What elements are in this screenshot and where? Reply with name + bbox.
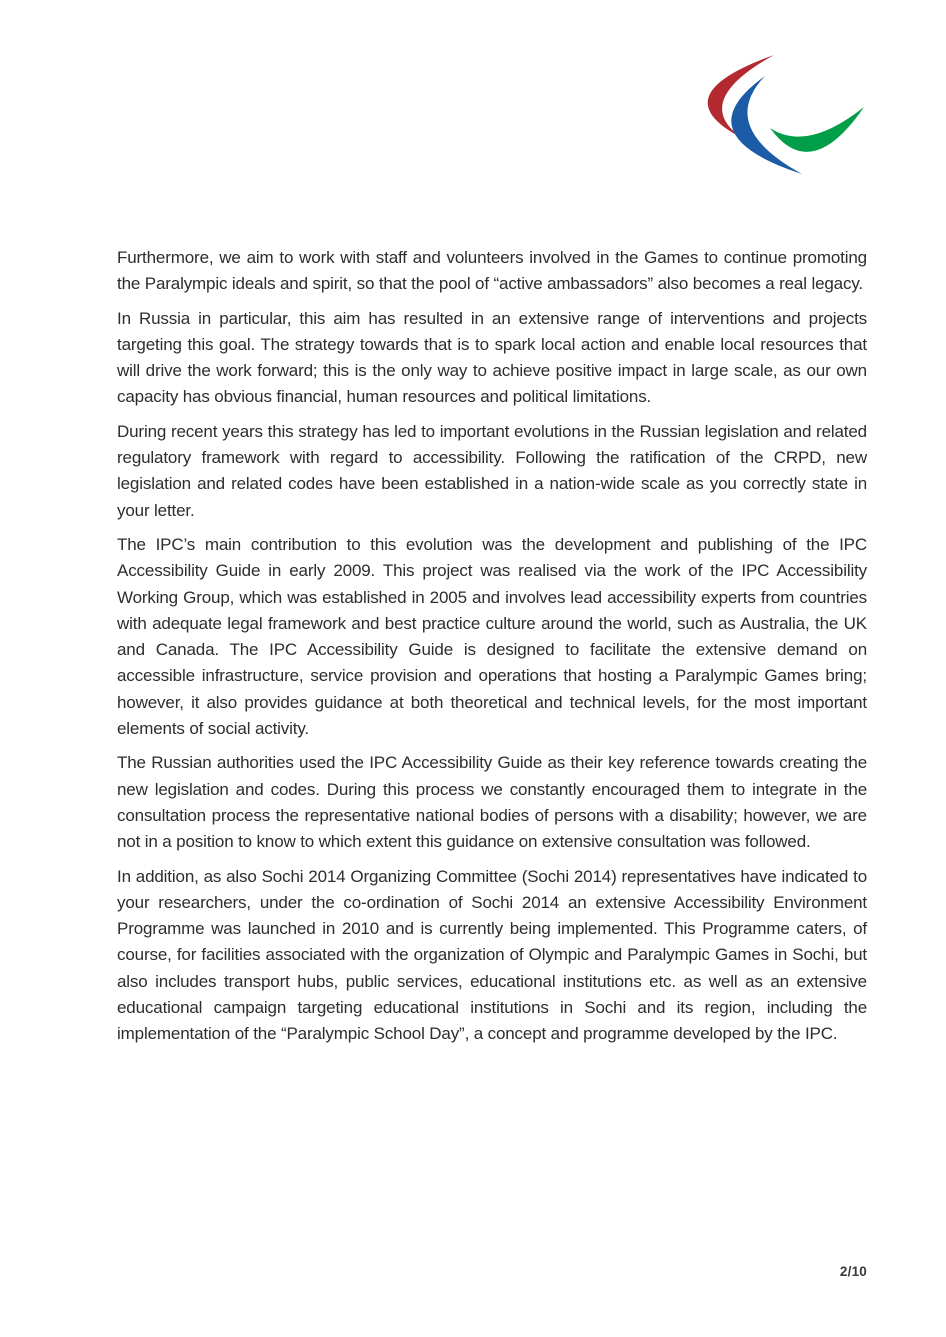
paragraph-recent-years: During recent years this strategy has led to important evolutions in the Russian legislation and related regulatory framework with regard to accessibility. Following the ratification of the CRPD, new legislation and related codes have been established in a nation-wide scale as you correctly state in your letter. (117, 421, 867, 520)
paragraph-furthermore: Furthermore, we aim to work with staff and volunteers involved in the Games to continue promoting the Paralympic ideals and spirit, so that the pool of “active ambassadors” also becomes a real legacy. (117, 248, 867, 294)
agito-green-icon (770, 107, 864, 152)
agito-blue-icon (731, 76, 802, 174)
paralympic-agitos-logo (702, 53, 872, 180)
paragraph-in-russia: In Russia in particular, this aim has resulted in an extensive range of interventions and projects targeting this goal. The strategy towards that is to spark local action and enable local resources that will drive the work forward; this is the only way to achieve positive impact in large scale, as our own capacity has obvious financial, human resources and political limitations. (117, 308, 867, 407)
paragraph-ipc-contribution: The IPC’s main contribution to this evolution was the development and publishing of the IPC Accessibility Guide in early 2009. This project was realised via the work of the IPC Accessibility Working Group, which was established in 2005 and involves lead accessibility experts from countries with adequate legal framework and best practice culture around the world, such as Australia, the UK and Canada. The IPC Accessibility Guide is designed to facilitate the extensive demand on accessible infrastructure, service provision and operations that hosting a Paralympic Games bring; however, it also provides guidance at both theoretical and technical levels, for the most important elements of social activity. (117, 534, 867, 739)
paragraph-sochi-2014: In addition, as also Sochi 2014 Organizing Committee (Sochi 2014) representatives have indicated to your researchers, under the co-ordination of Sochi 2014 an extensive Accessibility Environment Programme was launched in 2010 and is currently being implemented. This Programme caters, of course, for facilities associated with the organization of Olympic and Paralympic Games in Sochi, but also includes transport hubs, public services, educational institutions etc. as well as an extensive educational campaign targeting educational institutions in Sochi and its region, including the implementation of the “Paralympic School Day”, a concept and programme developed by the IPC. (117, 866, 867, 1044)
letter-body (117, 245, 867, 1056)
agitos-svg (702, 53, 872, 180)
page-number: 2/10 (839, 1264, 867, 1279)
paragraph-russian-authorities: The Russian authorities used the IPC Accessibility Guide as their key reference towards creating the new legislation and codes. During this process we constantly encouraged them to integrate in the consultation process the representative national bodies of persons with a disability; however, we are not in a position to know to which extent this guidance on extensive consultation was followed. (117, 753, 867, 852)
